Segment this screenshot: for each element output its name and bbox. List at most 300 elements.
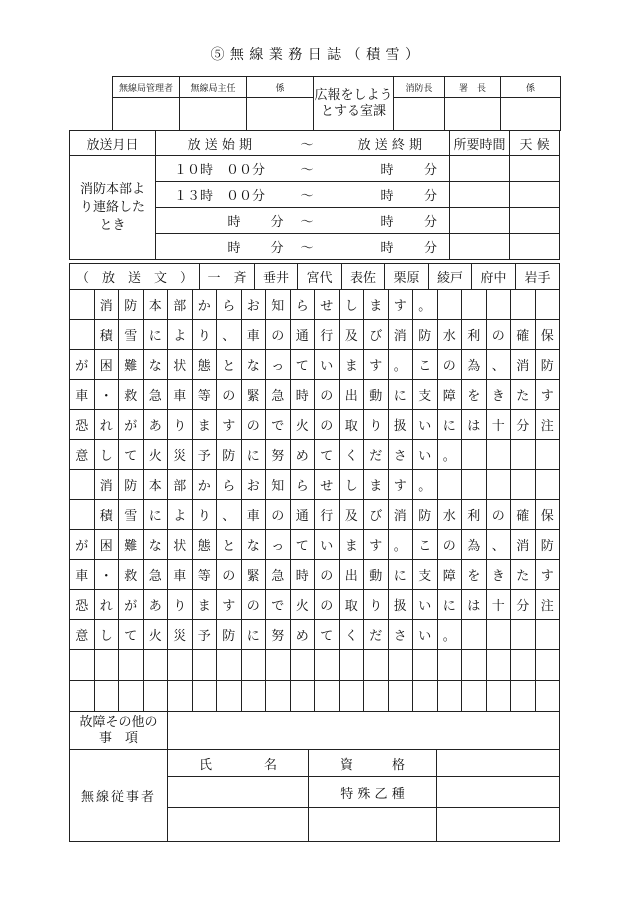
grid-cell	[486, 470, 511, 500]
weather-cell	[510, 208, 560, 234]
grid-row	[70, 530, 560, 560]
grid-cell: 注	[535, 410, 560, 440]
grid-cell	[315, 681, 340, 712]
grid-cell	[413, 681, 438, 712]
grid-cell	[241, 681, 266, 712]
grid-cell: 防	[119, 470, 144, 500]
header-broadcast-date: 放送月日	[70, 131, 156, 156]
grid-cell: 知	[266, 290, 291, 320]
grid-cell: り	[192, 320, 217, 350]
grid-cell: 防	[535, 350, 560, 380]
grid-cell: た	[511, 380, 536, 410]
grid-cell: と	[217, 350, 242, 380]
grid-cell	[462, 470, 487, 500]
grid-cell: ら	[290, 470, 315, 500]
grid-cell: の	[437, 350, 462, 380]
grid-cell	[511, 620, 536, 650]
grid-cell: に	[437, 410, 462, 440]
grid-cell: 救	[119, 560, 144, 590]
grid-cell: し	[94, 620, 119, 650]
blank-cell	[437, 808, 560, 842]
grid-cell: く	[339, 620, 364, 650]
grid-cell: 保	[535, 320, 560, 350]
grid-cell: 車	[168, 560, 193, 590]
approval-header-station-chief: 署 長	[445, 77, 501, 98]
grid-cell	[94, 650, 119, 681]
blank-cell	[309, 808, 437, 842]
grid-cell: 本	[143, 290, 168, 320]
grid-cell: 、	[217, 500, 242, 530]
header-broadcast-end: 放 送 終 期	[331, 131, 450, 156]
grid-cell	[388, 650, 413, 681]
grid-row	[70, 290, 560, 320]
stamp-cell	[113, 98, 180, 131]
grid-row	[70, 350, 560, 380]
grid-cell: し	[339, 290, 364, 320]
grid-cell	[217, 650, 242, 681]
grid-cell: す	[364, 350, 389, 380]
grid-cell: 利	[462, 500, 487, 530]
station-miyashiro: 宮代	[298, 264, 342, 290]
grid-cell: と	[217, 530, 242, 560]
grid-cell: 努	[266, 620, 291, 650]
grid-cell: り	[168, 590, 193, 620]
grid-cell	[486, 440, 511, 470]
station-tarui: 垂井	[255, 264, 298, 290]
grid-cell: れ	[94, 410, 119, 440]
station-fuchu: 府中	[472, 264, 516, 290]
grid-row	[70, 470, 560, 500]
grid-cell	[290, 650, 315, 681]
grid-cell	[339, 681, 364, 712]
grid-cell: 消	[388, 320, 413, 350]
grid-cell	[437, 650, 462, 681]
stamp-cell	[180, 98, 247, 131]
grid-cell: 急	[266, 380, 291, 410]
grid-cell: 知	[266, 470, 291, 500]
grid-cell: 意	[70, 440, 95, 470]
grid-cell: 出	[339, 380, 364, 410]
grid-cell	[535, 620, 560, 650]
trouble-label: 故障その他の 事 項	[70, 712, 168, 750]
grid-cell: す	[388, 470, 413, 500]
grid-cell	[511, 440, 536, 470]
grid-cell: ま	[364, 470, 389, 500]
grid-cell: 消	[388, 500, 413, 530]
tilde: ～	[284, 156, 331, 182]
grid-cell: り	[168, 410, 193, 440]
grid-cell: 火	[290, 410, 315, 440]
grid-cell: て	[290, 350, 315, 380]
blank-cell	[437, 750, 560, 777]
qualification-header: 資 格	[309, 750, 437, 777]
grid-cell: 消	[511, 530, 536, 560]
grid-cell: 。	[413, 470, 438, 500]
grid-cell: て	[315, 620, 340, 650]
grid-cell: 出	[339, 560, 364, 590]
name-cell	[168, 808, 309, 842]
grid-cell: お	[241, 470, 266, 500]
grid-cell: な	[241, 350, 266, 380]
grid-cell: 確	[511, 320, 536, 350]
tilde: ～	[284, 234, 331, 260]
grid-cell: の	[486, 500, 511, 530]
grid-cell: 防	[535, 530, 560, 560]
grid-cell: 緊	[241, 560, 266, 590]
grid-cell: さ	[388, 620, 413, 650]
grid-cell: 防	[217, 620, 242, 650]
grid-cell: れ	[94, 590, 119, 620]
grid-cell	[241, 650, 266, 681]
grid-cell: 分	[511, 410, 536, 440]
grid-cell: 積	[94, 320, 119, 350]
grid-cell: 態	[192, 350, 217, 380]
grid-cell: 恐	[70, 410, 95, 440]
broadcast-text-grid	[69, 289, 560, 712]
header-weather: 天 候	[510, 131, 560, 156]
grid-cell	[437, 290, 462, 320]
grid-cell: 困	[94, 350, 119, 380]
grid-cell: 困	[94, 530, 119, 560]
grid-cell	[339, 650, 364, 681]
name-cell	[168, 777, 309, 808]
trouble-content	[168, 712, 560, 750]
grid-cell: こ	[413, 350, 438, 380]
grid-cell	[94, 681, 119, 712]
grid-cell: に	[143, 320, 168, 350]
grid-row	[70, 320, 560, 350]
grid-row	[70, 620, 560, 650]
grid-cell: 十	[486, 410, 511, 440]
grid-cell: 急	[143, 380, 168, 410]
broadcast-table	[69, 130, 560, 260]
grid-cell	[192, 650, 217, 681]
station-all: 一 斉	[200, 264, 255, 290]
grid-cell: に	[388, 560, 413, 590]
grid-row	[70, 681, 560, 712]
grid-cell: 態	[192, 530, 217, 560]
grid-cell: さ	[388, 440, 413, 470]
grid-cell: が	[119, 590, 144, 620]
grid-cell	[462, 290, 487, 320]
grid-cell	[437, 681, 462, 712]
grid-cell: す	[535, 560, 560, 590]
grid-cell: い	[315, 530, 340, 560]
grid-cell: 。	[437, 620, 462, 650]
station-ayado: 綾戸	[429, 264, 472, 290]
grid-cell: 扱	[388, 410, 413, 440]
station-iwate: 岩手	[516, 264, 560, 290]
grid-cell	[462, 440, 487, 470]
grid-cell: 障	[437, 560, 462, 590]
grid-row	[70, 440, 560, 470]
grid-cell: り	[364, 590, 389, 620]
grid-cell: 水	[437, 320, 462, 350]
grid-cell: た	[511, 560, 536, 590]
grid-cell: 確	[511, 500, 536, 530]
grid-cell: 支	[413, 380, 438, 410]
grid-cell: 積	[94, 500, 119, 530]
header-tilde: ～	[284, 131, 331, 156]
grid-cell: い	[413, 440, 438, 470]
grid-cell: 消	[511, 350, 536, 380]
grid-cell: 動	[364, 560, 389, 590]
header-duration: 所要時間	[450, 131, 510, 156]
grid-cell	[266, 681, 291, 712]
approval-header-chief: 無線局主任	[180, 77, 247, 98]
grid-cell: 火	[290, 590, 315, 620]
grid-cell: 防	[413, 320, 438, 350]
grid-cell	[119, 650, 144, 681]
end-minute: 分	[394, 234, 450, 260]
grid-cell: 動	[364, 380, 389, 410]
grid-cell: 防	[217, 440, 242, 470]
grid-cell	[462, 650, 487, 681]
start-hour: 時	[156, 208, 247, 234]
grid-cell: 車	[241, 500, 266, 530]
weather-cell	[510, 156, 560, 182]
grid-cell	[437, 470, 462, 500]
tilde: ～	[284, 182, 331, 208]
grid-cell: の	[241, 590, 266, 620]
end-minute: 分	[394, 208, 450, 234]
grid-cell: す	[364, 530, 389, 560]
grid-cell: の	[315, 380, 340, 410]
grid-cell: 状	[168, 530, 193, 560]
grid-cell: 分	[511, 590, 536, 620]
grid-cell: く	[339, 440, 364, 470]
grid-cell: か	[192, 470, 217, 500]
grid-cell	[511, 290, 536, 320]
grid-cell: に	[388, 380, 413, 410]
grid-cell: 時	[290, 560, 315, 590]
approval-header-manager: 無線局管理者	[113, 77, 180, 98]
end-hour: 時	[331, 156, 394, 182]
grid-cell: 、	[486, 350, 511, 380]
grid-cell: っ	[266, 530, 291, 560]
grid-cell: せ	[315, 470, 340, 500]
grid-row	[70, 410, 560, 440]
grid-cell: し	[339, 470, 364, 500]
grid-cell: 保	[535, 500, 560, 530]
grid-cell: 意	[70, 620, 95, 650]
grid-cell: 障	[437, 380, 462, 410]
grid-cell	[70, 290, 95, 320]
grid-cell	[486, 681, 511, 712]
grid-cell: 急	[266, 560, 291, 590]
grid-cell: 緊	[241, 380, 266, 410]
grid-cell	[462, 620, 487, 650]
grid-cell: を	[462, 380, 487, 410]
grid-cell	[70, 500, 95, 530]
grid-cell: ま	[192, 410, 217, 440]
grid-row	[70, 380, 560, 410]
duration-cell	[450, 156, 510, 182]
grid-cell: て	[119, 620, 144, 650]
grid-cell: 予	[192, 620, 217, 650]
grid-cell: り	[364, 410, 389, 440]
grid-cell: き	[486, 380, 511, 410]
grid-cell: で	[266, 590, 291, 620]
grid-cell: あ	[143, 590, 168, 620]
grid-cell: よ	[168, 320, 193, 350]
grid-cell: め	[290, 440, 315, 470]
grid-cell: で	[266, 410, 291, 440]
grid-cell	[143, 650, 168, 681]
grid-cell	[511, 650, 536, 681]
broadcast-text-label: （ 放 送 文 ）	[70, 264, 200, 290]
grid-cell: 行	[315, 320, 340, 350]
grid-cell: っ	[266, 350, 291, 380]
broadcast-row-label: 消防本部より連絡したとき	[70, 156, 156, 260]
grid-cell	[217, 681, 242, 712]
grid-cell: 防	[413, 500, 438, 530]
grid-cell	[462, 681, 487, 712]
grid-cell: 救	[119, 380, 144, 410]
grid-cell: 扱	[388, 590, 413, 620]
name-header: 氏 名	[168, 750, 309, 777]
grid-cell: ら	[290, 290, 315, 320]
grid-cell: す	[217, 410, 242, 440]
grid-cell: 部	[168, 290, 193, 320]
grid-cell	[535, 290, 560, 320]
grid-cell	[535, 440, 560, 470]
grid-cell: ま	[364, 290, 389, 320]
blank-cell	[437, 777, 560, 808]
grid-cell: 及	[339, 500, 364, 530]
grid-cell: 。	[437, 440, 462, 470]
grid-cell: の	[266, 500, 291, 530]
grid-cell: に	[437, 590, 462, 620]
grid-cell: 注	[535, 590, 560, 620]
grid-cell: ・	[94, 380, 119, 410]
grid-cell	[486, 290, 511, 320]
grid-cell: す	[388, 290, 413, 320]
grid-cell: め	[290, 620, 315, 650]
grid-cell: 水	[437, 500, 462, 530]
grid-cell: の	[266, 320, 291, 350]
grid-cell: に	[241, 440, 266, 470]
grid-cell: 車	[70, 560, 95, 590]
grid-cell: 消	[94, 290, 119, 320]
grid-cell: 取	[339, 410, 364, 440]
station-kurihara: 栗原	[385, 264, 429, 290]
grid-cell: 十	[486, 590, 511, 620]
text-header-table	[69, 263, 560, 290]
grid-cell	[413, 650, 438, 681]
grid-cell: 。	[388, 530, 413, 560]
grid-cell: 本	[143, 470, 168, 500]
grid-cell: の	[437, 530, 462, 560]
stamp-cell	[394, 98, 445, 131]
grid-cell: 支	[413, 560, 438, 590]
grid-cell: の	[315, 410, 340, 440]
weather-cell	[510, 182, 560, 208]
grid-cell: 雪	[119, 320, 144, 350]
grid-cell: の	[315, 590, 340, 620]
grid-cell: は	[462, 410, 487, 440]
grid-cell: よ	[168, 500, 193, 530]
grid-cell: の	[217, 380, 242, 410]
grid-cell: が	[70, 530, 95, 560]
grid-cell: 消	[94, 470, 119, 500]
grid-cell	[486, 620, 511, 650]
grid-cell: 防	[119, 290, 144, 320]
grid-cell: 予	[192, 440, 217, 470]
grid-cell: い	[413, 410, 438, 440]
stamp-cell	[501, 98, 561, 131]
grid-cell	[70, 320, 95, 350]
grid-cell: す	[535, 380, 560, 410]
grid-cell	[535, 470, 560, 500]
grid-cell: な	[143, 350, 168, 380]
start-minute: 分	[247, 208, 284, 234]
approval-header-staff: 係	[247, 77, 314, 98]
grid-row	[70, 500, 560, 530]
grid-cell: が	[119, 410, 144, 440]
grid-cell: 急	[143, 560, 168, 590]
grid-cell: が	[70, 350, 95, 380]
grid-cell: 取	[339, 590, 364, 620]
grid-cell: 恐	[70, 590, 95, 620]
start-hour: 時	[156, 234, 247, 260]
grid-cell: 時	[290, 380, 315, 410]
grid-cell: て	[290, 530, 315, 560]
grid-cell: は	[462, 590, 487, 620]
grid-cell	[168, 681, 193, 712]
grid-cell: い	[413, 590, 438, 620]
grid-cell: あ	[143, 410, 168, 440]
grid-cell: せ	[315, 290, 340, 320]
grid-cell: び	[364, 320, 389, 350]
approval-table	[112, 76, 561, 131]
grid-cell: な	[241, 530, 266, 560]
grid-cell: お	[241, 290, 266, 320]
approval-header-pr-section: 広報をしようとする室課	[314, 77, 394, 131]
grid-cell: 為	[462, 530, 487, 560]
bottom-table	[69, 711, 560, 842]
grid-cell: 車	[70, 380, 95, 410]
grid-cell: 難	[119, 530, 144, 560]
grid-cell	[168, 650, 193, 681]
grid-cell: に	[241, 620, 266, 650]
grid-cell: 努	[266, 440, 291, 470]
grid-cell	[119, 681, 144, 712]
end-hour: 時	[331, 208, 394, 234]
stamp-cell	[445, 98, 501, 131]
grid-cell: 通	[290, 320, 315, 350]
grid-cell: ま	[339, 350, 364, 380]
grid-cell: ・	[94, 560, 119, 590]
grid-cell	[511, 681, 536, 712]
station-hyosa: 表佐	[342, 264, 385, 290]
grid-cell	[511, 470, 536, 500]
grid-cell: だ	[364, 620, 389, 650]
grid-cell: 通	[290, 500, 315, 530]
grid-cell	[143, 681, 168, 712]
grid-cell: を	[462, 560, 487, 590]
operator-label: 無線従事者	[70, 750, 168, 842]
grid-cell: 及	[339, 320, 364, 350]
approval-header-fire-chief: 消防長	[394, 77, 445, 98]
grid-cell: て	[119, 440, 144, 470]
start-minute: 分	[247, 234, 284, 260]
weather-cell	[510, 234, 560, 260]
duration-cell	[450, 208, 510, 234]
grid-cell: 車	[168, 380, 193, 410]
grid-cell: か	[192, 290, 217, 320]
grid-cell: 為	[462, 350, 487, 380]
